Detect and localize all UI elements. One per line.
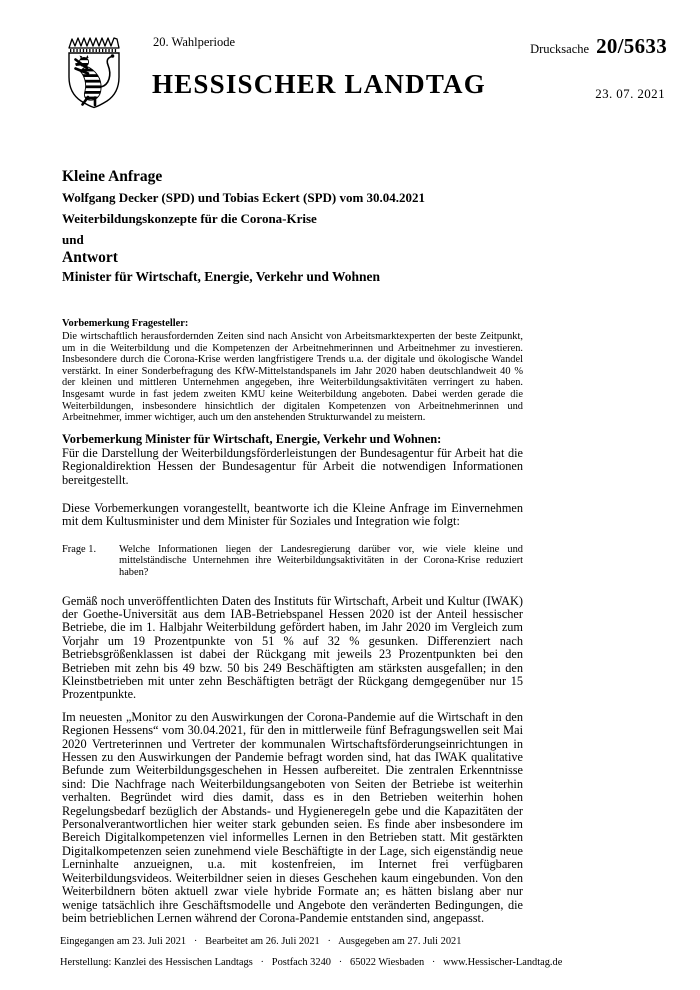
minister-remark-paragraph-1: Für die Darstellung der Weiterbildungsförderleistungen der Bundesagentur für Arbeit hat die Regionaldirektion Hessen der Bundesagentur für Arbeit die notwendigen Informationen bereitgestellt. [62, 445, 523, 487]
document-footer [60, 936, 562, 969]
footer-publisher-line: Herstellung: Kanzlei des Hessischen Landtags · Postfach 3240 · 65022 Wiesbaden · www.Hessischer-Landtag.de [60, 957, 563, 968]
answer-1-paragraph-2: Im neuesten „Monitor zu den Auswirkungen der Corona-Pandemie auf die Wirtschaft in den Regionen Hessens“ vom 30.04.2021, für den in mittlerweile fünf Befragungswellen seit Mai 2020 Vertreterinnen und Vertreter der kommunalen Wirtschaftsförderungseinrichtungen in Hessen zu den Auswirkungen der Pandemie befragt worden sind, hat das IWAK qualitative Befunde zum Weiterbildungsgeschehen in Hessen aufbereitet. Die zentralen Erkenntnisse sind: Die Nachfrage nach Weiterbildungsangeboten von Seiten der Betriebe ist weiterhin verhalten. Begründet wird dies damit, dass es in den Betrieben weiterhin hohen Regelungsbedarf bezüglich der Abstands- und Hygieneregeln gebe und die Kapazitäten der Personalverantwortlichen hier weiter stark gebunden seien. Es finde aber insbesondere im Bereich Digitalkompetenzen viel informelles Lernen in den Betrieben statt. Mit gestärkten Digitalkompetenzen seien zunehmend viele Beschäftigte in der Lage, sich eigenständig neue Lerninhalte anzueignen, u.a. mit kostenfreien, im Internet frei verfügbaren Weiterbildungsvideos. Weiterbildner seien in dieses Geschehen kaum eingebunden. Von den Weiterbildnern böten aktuell zwar viele hybride Formate an; es hätten bislang aber nur wenige tatsächlich ihre Geschäftsmodelle und Angebote den veränderten Bedingungen, die beim betrieblichen Lernen während der Corona-Pandemie entstanden sind, angepasst. [62, 709, 523, 925]
printed-matter-ref [530, 34, 667, 59]
printed-matter-number: 20/5633 [596, 34, 667, 58]
minister-remark-paragraph-2: Diese Vorbemerkungen vorangestellt, beantworte ich die Kleine Anfrage im Einvernehmen mit dem Kultusminister und dem Minister für Soziales und Integration wie folgt: [62, 500, 523, 529]
response-type: Antwort [62, 249, 118, 266]
question-1 [62, 544, 523, 579]
question-1-text: Welche Informationen liegen der Landesregierung darüber vor, wie viele kleine und mittelständische Unternehmen ihre Weiterbildungsaktivitäten in der Corona-Krise reduziert haben? [119, 543, 523, 578]
authors-line: Wolfgang Decker (SPD) und Tobias Eckert (SPD) vom 30.04.2021 [62, 190, 426, 205]
institution-title: HESSISCHER LANDTAG [152, 69, 486, 99]
document-body [62, 318, 523, 925]
printed-matter-label: Drucksache [530, 42, 590, 56]
subject-line: Weiterbildungskonzepte für die Corona-Krise [62, 211, 317, 226]
title-block [62, 168, 542, 284]
hessen-coat-of-arms [62, 35, 126, 109]
document-date: 23. 07. 2021 [595, 86, 665, 101]
answer-1-paragraph-1: Gemäß noch unveröffentlichten Daten des Instituts für Wirtschaft, Arbeit und Kultur (IWAK) der Goethe-Universität aus dem IAB-Betriebspanel Hessen 2020 ist der Anteil hessischer Betriebe, die im 1. Halbjahr Weiterbildung gefördert haben, im Jahr 2020 im Vergleich zum Vorjahr um 19 Prozentpunkte von 51 % auf 32 % gesunken. Differenziert nach Betriebsgrößenklassen ist dabei der Rückgang mit jeweils 23 Prozentpunkten bei den Betrieben mit zehn bis 49 bzw. 50 bis 249 Beschäftigten am stärksten ausgefallen; in den Kleinstbetrieben mit unter zehn Beschäftigten beträgt der Rückgang demgegenüber nur 15 Prozentpunkte. [62, 593, 523, 702]
hessen-lion-icon [62, 35, 126, 109]
question-1-label: Frage 1. [62, 543, 97, 555]
questioner-remark-heading: Vorbemerkung Fragesteller: [62, 318, 189, 329]
minister-remark-heading: Vorbemerkung Minister für Wirtschaft, Energie, Verkehr und Wohnen: [62, 431, 442, 446]
legislative-period: 20. Wahlperiode [153, 35, 236, 49]
document-type: Kleine Anfrage [62, 168, 163, 185]
footer-dates-line: Eingegangen am 23. Juli 2021 · Bearbeitet am 26. Juli 2021 · Ausgegeben am 27. Juli 2021 [60, 936, 462, 947]
connector-word: und [62, 232, 84, 247]
questioner-remark-text: Die wirtschaftlich herausfordernden Zeiten sind nach Ansicht von Arbeitsmarktexperten der beste Zeitpunkt, um in die Weiterbildung und die Kompetenzen der Arbeitnehmerinnen und Arbeitnehmer zu investieren. Insbesondere durch die Corona-Krise werden langfristigere Trends u.a. der digitale und ökologische Wandel verstärkt. In einer Sonderbefragung des KfW-Mittelstandspanels im Jahr 2020 haben deutschlandweit 40 % der kleinen und mittleren Unternehmen angegeben, ihre Weiterbildungsaktivitäten verringert zu haben. Insgesamt wurde in fast jedem zweiten KMU keine Weiterbildung angeboten. Dabei werden gerade die Weiterbildungen, insbesondere hinsichtlich der digitalen Kompetenzen von Arbeitnehmerinnen und Arbeitnehmer, immer wichtiger, auch um den anstehenden Strukturwandel zu meistern. [62, 331, 523, 424]
respondent-line: Minister für Wirtschaft, Energie, Verkehr und Wohnen [62, 269, 381, 284]
